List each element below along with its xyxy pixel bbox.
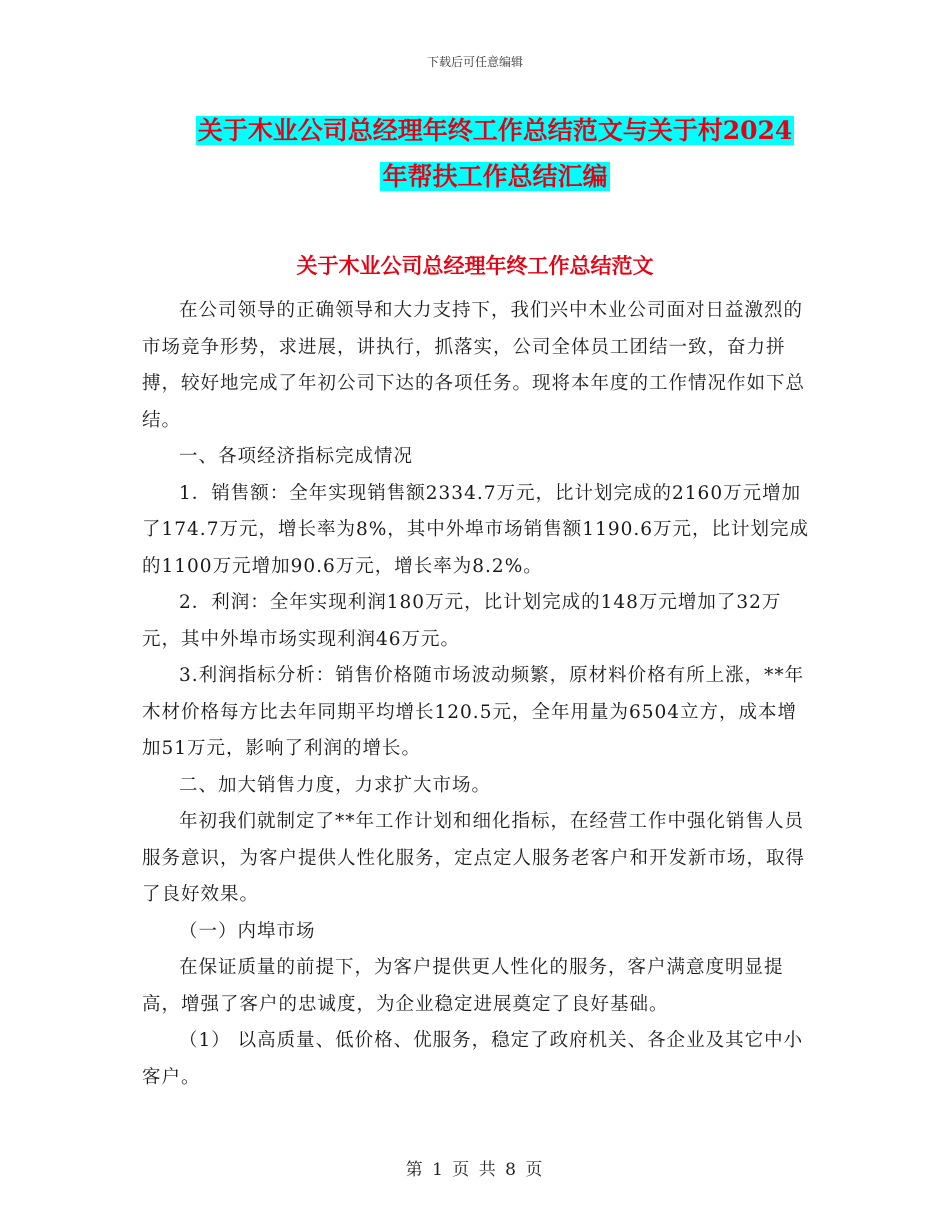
paragraph: 2．利润：全年实现利润180万元，比计划完成的148万元增加了32万元，其中外埠市场实现利润46万元。 (142, 592, 782, 650)
paragraph: 在保证质量的前提下，为客户提供更人性化的服务，客户满意度明显提高，增强了客户的忠诚度，为企业稳定进展奠定了良好基础。 (142, 957, 784, 1015)
paragraph: 1．销售额：全年实现销售额2334.7万元，比计划完成的2160万元增加了174.7万元，增长率为8%，其中外埠市场销售额1190.6万元，比计划完成的1100万元增加90.6万元，增长率为8.2%。 (142, 482, 810, 577)
section-heading: 二、加大销售力度，力求扩大市场。 (179, 774, 492, 796)
paragraph: 在公司领导的正确领导和大力支持下，我们兴中木业公司面对日益激烈的市场竞争形势，求进展，讲执行，抓落实，公司全体员工团结一致，奋力拼搏，较好地完成了年初公司下达的各项任务。现将本年度的工作情况作如下总结。 (142, 300, 806, 431)
document-title (150, 108, 840, 200)
page-header-note: 下载后可任意编辑 (426, 55, 523, 69)
document-title-line-1: 关于木业公司总经理年终工作总结范文与关于村2024 (197, 116, 793, 145)
paragraph: 年初我们就制定了**年工作计划和细化指标，在经营工作中强化销售人员服务意识，为客户提供人性化服务，定点定人服务老客户和开发新市场，取得了良好效果。 (142, 811, 806, 905)
document-title-line-2: 年帮扶工作总结汇编 (382, 162, 608, 191)
paragraph: 3.利润指标分析：销售价格随市场波动频繁，原材料价格有所上涨，**年木材价格每方比去年同期平均增长120.5元，全年用量为6504立方，成本增加51万元，影响了利润的增长。 (142, 665, 805, 759)
section-heading: 一、各项经济指标完成情况 (179, 446, 414, 467)
document-body (142, 293, 810, 1096)
page-number: 第 1 页 共 8 页 (405, 1160, 545, 1180)
section-title: 关于木业公司总经理年终工作总结范文 (296, 253, 654, 278)
paragraph: （1） 以高质量、低价格、优服务，稳定了政府机关、各企业及其它中小客户。 (142, 1030, 804, 1088)
subsection-heading: （一）内埠市场 (179, 920, 316, 942)
